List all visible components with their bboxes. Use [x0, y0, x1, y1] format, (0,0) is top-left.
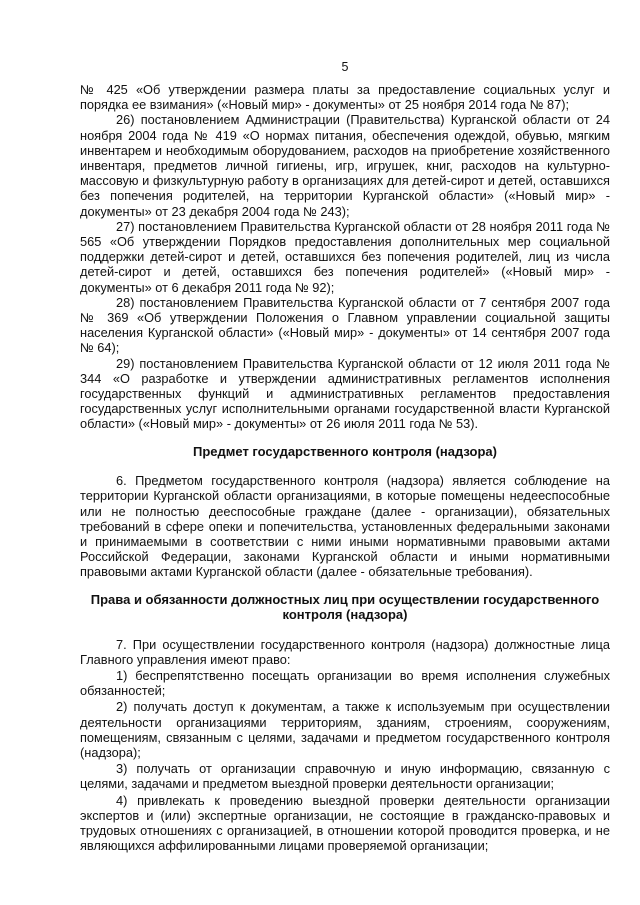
paragraph-clause-6: 6. Предметом государственного контроля (надзора) является соблюдение на территории Курганской области организациями, в которые помещены недееспособные или не полностью дееспособные граждане (далее - организации), обязательных требований в сфере опеки и попечительства, установленных федеральными законами и принимаемыми в соответствии с ними иными нормативными правовыми актами Российской Федерации, законами Курганской области и иными нормативными правовыми актами Курганской области (далее - обязательные требования). — [80, 473, 610, 580]
document-body — [80, 82, 610, 853]
paragraph-item-28: 28) постановлением Правительства Курганской области от 7 сентября 2007 года № 369 «Об утверждении Положения о Главном управлении социальной защиты населения Курганской области» («Новый мир» - документы» от 14 сентября 2007 года № 64); — [80, 294, 610, 356]
paragraph-continuation-25: № 425 «Об утверждении размера платы за предоставление социальных услуг и порядка ее взимания» («Новый мир» - документы» от 25 ноября 2014 года № 87); — [80, 82, 610, 113]
paragraph-right-1: 1) беспрепятственно посещать организации во время исполнения служебных обязанностей; — [80, 668, 610, 699]
paragraph-right-3: 3) получать от организации справочную и иную информацию, связанную с целями, задачами и предметом выездной проверки деятельности организации; — [80, 761, 610, 792]
paragraph-right-2: 2) получать доступ к документам, а также к используемым при осуществлении деятельности организациями территориям, зданиям, строениям, сооружениям, помещениям, связанным с целями, задачами и предметом государственного контроля (надзора); — [80, 699, 610, 761]
paragraph-item-26: 26) постановлением Администрации (Правительства) Курганской области от 24 ноября 2004 года № 419 «О нормах питания, обеспечения одеждой, обувью, мягким инвентарем и необходимым оборудованием, расходов на приобретение хозяйственного инвентаря, предметов личной гигиены, игр, игрушек, книг, расходов на культурно-массовую и физкультурную работу в организациях для детей-сирот и детей, оставшихся без попечения родителей, на территории Курганской области» («Новый мир» - документы» от 23 декабря 2004 года № 243); — [80, 112, 610, 219]
paragraph-right-4: 4) привлекать к проведению выездной проверки деятельности организации экспертов и (или) экспертные организации, не состоящие в гражданско-правовых и трудовых отношениях с организацией, в отношении которой проводится проверка, и не являющихся аффилированными лицами проверяемой организации; — [80, 792, 610, 854]
paragraph-clause-7: 7. При осуществлении государственного контроля (надзора) должностные лица Главного управления имеют право: — [80, 636, 610, 667]
paragraph-item-27: 27) постановлением Правительства Курганской области от 28 ноября 2011 года № 565 «Об утверждении Порядков предоставления дополнительных мер социальной поддержки детей-сирот и детей, оставшихся без попечения родителей, лиц из числа детей-сирот и детей, оставшихся без попечения родителей» («Новый мир» - документы» от 6 декабря 2011 года № 92); — [80, 218, 610, 295]
page-number: 5 — [341, 60, 349, 74]
section-heading-subject-of-control: Предмет государственного контроля (надзора) — [193, 443, 497, 459]
paragraph-item-29: 29) постановлением Правительства Курганской области от 12 июля 2011 года № 344 «О разработке и утверждении административных регламентов исполнения государственных функций и административных регламентов предоставления государственных услуг исполнительными органами государственной власти Курганской области» («Новый мир» - документы» от 26 июля 2011 года № 53). — [80, 355, 610, 432]
section-heading-rights-and-duties: Права и обязанности должностных лиц при осуществлении государственного контроля (надзора) — [90, 591, 600, 623]
